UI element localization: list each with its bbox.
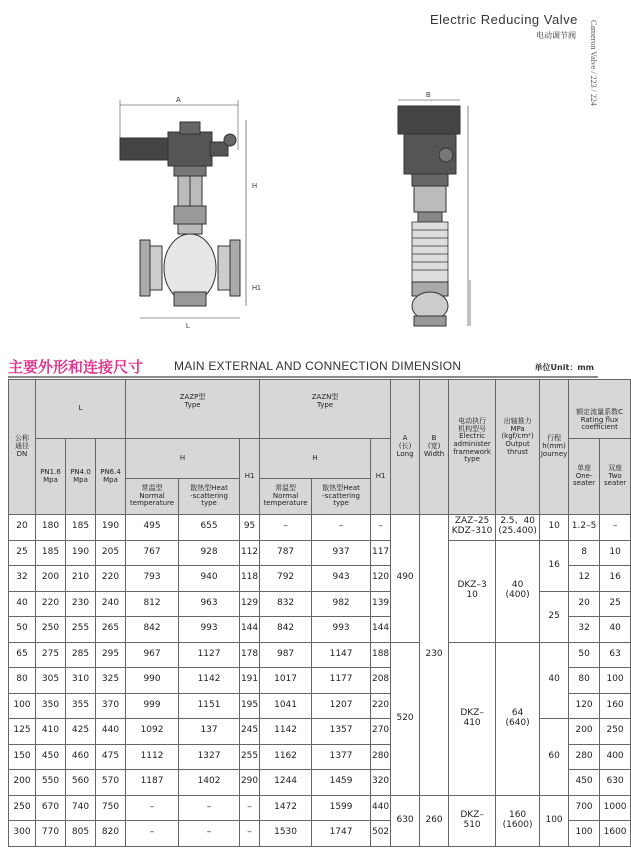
- cell-zazn-normal: 1041: [260, 693, 312, 719]
- cell-a: 630: [391, 795, 420, 846]
- cell-pn64: 475: [96, 744, 126, 770]
- table-row: [9, 540, 631, 566]
- table-row: [9, 642, 631, 668]
- header-pn16: PN1.6 Mpa: [36, 439, 66, 515]
- cell-zazn-h1: 502: [371, 821, 391, 847]
- cell-zazn-h1: 117: [371, 540, 391, 566]
- cell-zazp-heat: 963: [179, 591, 240, 617]
- cell-two-seater: 160: [600, 693, 631, 719]
- cell-pn64: 240: [96, 591, 126, 617]
- cell-one-seater: 700: [569, 795, 600, 821]
- section-title-cn: 主要外形和连接尺寸: [8, 358, 144, 376]
- cell-zazp-heat: 1327: [179, 744, 240, 770]
- cell-zazp-h1: 191: [240, 668, 260, 694]
- cell-zazp-normal: 990: [126, 668, 179, 694]
- cell-one-seater: 50: [569, 642, 600, 668]
- cell-zazn-normal: 787: [260, 540, 312, 566]
- section-header: [8, 356, 598, 376]
- cell-zazp-h1: –: [240, 795, 260, 821]
- cell-zazn-heat: 1147: [312, 642, 371, 668]
- cell-thrust: 2.5、40 (25.400): [496, 515, 540, 541]
- cell-pn40: 285: [66, 642, 96, 668]
- header-zazp-h1: H1: [240, 439, 260, 515]
- header-zazn-h1: H1: [371, 439, 391, 515]
- cell-zazp-heat: –: [179, 821, 240, 847]
- dimension-table: [8, 379, 631, 847]
- cell-two-seater: 25: [600, 591, 631, 617]
- cell-zazn-normal: 1472: [260, 795, 312, 821]
- cell-thrust: 64 (640): [496, 642, 540, 795]
- cell-pn64: 370: [96, 693, 126, 719]
- cell-pn40: 355: [66, 693, 96, 719]
- cell-pn64: 750: [96, 795, 126, 821]
- side-view-drawing: [398, 92, 470, 326]
- cell-pn40: 310: [66, 668, 96, 694]
- cell-stroke: 25: [540, 591, 569, 642]
- cell-actuator: DKZ–3 10: [449, 540, 496, 642]
- cell-zazp-heat: 1402: [179, 770, 240, 796]
- cell-zazp-heat: 137: [179, 719, 240, 745]
- cell-zazn-heat: 993: [312, 617, 371, 643]
- cell-zazp-heat: 940: [179, 566, 240, 592]
- header-pn40: PN4.0 Mpa: [66, 439, 96, 515]
- cell-zazn-heat: 982: [312, 591, 371, 617]
- header-zazn-heat: 散热型Heat -scattering type: [312, 479, 371, 515]
- cell-pn64: 820: [96, 821, 126, 847]
- cell-pn40: 210: [66, 566, 96, 592]
- cell-pn64: 570: [96, 770, 126, 796]
- cell-pn16: 250: [36, 617, 66, 643]
- cell-zazn-heat: 937: [312, 540, 371, 566]
- header-a: A (长) Long: [391, 380, 420, 515]
- cell-dn: 65: [9, 642, 36, 668]
- cell-two-seater: –: [600, 515, 631, 541]
- cell-zazn-heat: 1599: [312, 795, 371, 821]
- cell-dn: 100: [9, 693, 36, 719]
- header-zazp-h: H: [126, 439, 240, 479]
- cell-zazn-normal: 792: [260, 566, 312, 592]
- cell-pn16: 185: [36, 540, 66, 566]
- cell-two-seater: 630: [600, 770, 631, 796]
- cell-dn: 25: [9, 540, 36, 566]
- header-zazn: ZAZN型 Type: [260, 380, 391, 439]
- cell-zazn-heat: 1177: [312, 668, 371, 694]
- cell-two-seater: 400: [600, 744, 631, 770]
- dim-label-b: B: [426, 92, 431, 99]
- cell-zazp-h1: 95: [240, 515, 260, 541]
- unit-label: 单位Unit：mm: [534, 363, 594, 372]
- cell-zazn-h1: 139: [371, 591, 391, 617]
- table-row: [9, 515, 631, 541]
- cell-zazn-normal: 1017: [260, 668, 312, 694]
- cell-zazn-normal: 1142: [260, 719, 312, 745]
- cell-zazp-h1: 129: [240, 591, 260, 617]
- cell-zazp-h1: 144: [240, 617, 260, 643]
- cell-zazn-normal: 832: [260, 591, 312, 617]
- cell-zazp-normal: 967: [126, 642, 179, 668]
- cell-pn64: 190: [96, 515, 126, 541]
- cell-two-seater: 40: [600, 617, 631, 643]
- cell-zazn-normal: 842: [260, 617, 312, 643]
- cell-dn: 200: [9, 770, 36, 796]
- cell-stroke: 60: [540, 719, 569, 796]
- cell-zazn-h1: 144: [371, 617, 391, 643]
- cell-pn16: 670: [36, 795, 66, 821]
- cell-two-seater: 16: [600, 566, 631, 592]
- cell-zazp-h1: 245: [240, 719, 260, 745]
- cell-dn: 300: [9, 821, 36, 847]
- cell-zazn-heat: –: [312, 515, 371, 541]
- cell-pn16: 410: [36, 719, 66, 745]
- header-thrust: 出轴推力 MPa (kgf/cm²) Output thrust: [496, 380, 540, 515]
- cell-zazp-h1: –: [240, 821, 260, 847]
- cell-zazn-h1: 120: [371, 566, 391, 592]
- page-title: Electric Reducing Valve: [430, 12, 578, 27]
- cell-zazn-normal: 1162: [260, 744, 312, 770]
- cell-one-seater: 200: [569, 719, 600, 745]
- cell-pn16: 350: [36, 693, 66, 719]
- cell-zazp-normal: –: [126, 795, 179, 821]
- header-zazp-heat: 散热型Heat -scattering type: [179, 479, 240, 515]
- cell-pn40: 805: [66, 821, 96, 847]
- cell-dn: 125: [9, 719, 36, 745]
- cell-zazn-normal: –: [260, 515, 312, 541]
- cell-dn: 150: [9, 744, 36, 770]
- cell-zazp-h1: 118: [240, 566, 260, 592]
- cell-a: 520: [391, 642, 420, 795]
- page-subtitle: 电动调节阀: [536, 31, 576, 40]
- cell-one-seater: 20: [569, 591, 600, 617]
- cell-pn16: 770: [36, 821, 66, 847]
- dim-label-l: L: [186, 323, 190, 330]
- header-actuator: 电动执行 机构型号 Electric administer framework type: [449, 380, 496, 515]
- cell-stroke: 40: [540, 642, 569, 719]
- cell-zazp-h1: 178: [240, 642, 260, 668]
- cell-two-seater: 63: [600, 642, 631, 668]
- cell-zazp-h1: 290: [240, 770, 260, 796]
- cell-pn16: 550: [36, 770, 66, 796]
- cell-zazn-normal: 987: [260, 642, 312, 668]
- cell-zazn-h1: 188: [371, 642, 391, 668]
- table-row: [9, 795, 631, 821]
- cell-zazn-normal: 1530: [260, 821, 312, 847]
- cell-zazn-normal: 1244: [260, 770, 312, 796]
- cell-one-seater: 1.2–5: [569, 515, 600, 541]
- cell-zazn-h1: 320: [371, 770, 391, 796]
- cell-thrust: 40 (400): [496, 540, 540, 642]
- cell-zazn-h1: 440: [371, 795, 391, 821]
- cell-zazp-normal: 793: [126, 566, 179, 592]
- cell-zazn-h1: –: [371, 515, 391, 541]
- header-cv: 额定流量系数C Rating flux coefficient: [569, 380, 631, 439]
- cell-dn: 20: [9, 515, 36, 541]
- cell-zazp-normal: 999: [126, 693, 179, 719]
- cell-zazp-h1: 195: [240, 693, 260, 719]
- cell-pn40: 425: [66, 719, 96, 745]
- cell-one-seater: 80: [569, 668, 600, 694]
- cell-pn16: 305: [36, 668, 66, 694]
- cell-two-seater: 1600: [600, 821, 631, 847]
- cell-pn16: 180: [36, 515, 66, 541]
- cell-zazp-heat: 1142: [179, 668, 240, 694]
- cell-pn40: 190: [66, 540, 96, 566]
- dim-label-a: A: [176, 97, 181, 104]
- header-stroke: 行程 h(mm) Journey: [540, 380, 569, 515]
- cell-pn64: 205: [96, 540, 126, 566]
- header-b: B (宽) Width: [420, 380, 449, 515]
- header-zazn-normal: 常温型 Normal temperature: [260, 479, 312, 515]
- cell-pn40: 560: [66, 770, 96, 796]
- cell-one-seater: 100: [569, 821, 600, 847]
- cell-two-seater: 100: [600, 668, 631, 694]
- cell-stroke: 16: [540, 540, 569, 591]
- cell-dn: 50: [9, 617, 36, 643]
- cell-zazn-h1: 208: [371, 668, 391, 694]
- cell-zazn-heat: 1459: [312, 770, 371, 796]
- cell-b: 230: [420, 515, 449, 796]
- cell-zazn-heat: 1207: [312, 693, 371, 719]
- section-divider: [8, 376, 598, 378]
- cell-zazn-heat: 1357: [312, 719, 371, 745]
- cell-stroke: 10: [540, 515, 569, 541]
- cell-zazn-h1: 280: [371, 744, 391, 770]
- dim-label-h: H: [252, 183, 258, 190]
- cell-pn40: 255: [66, 617, 96, 643]
- header-two-seater: 双座 Two seater: [600, 439, 631, 515]
- cell-two-seater: 1000: [600, 795, 631, 821]
- header-zazp-normal: 常温型 Normal temperature: [126, 479, 179, 515]
- cell-dn: 250: [9, 795, 36, 821]
- cell-thrust: 160 (1600): [496, 795, 540, 846]
- cell-zazp-normal: 1092: [126, 719, 179, 745]
- header-pn64: PN6.4 Mpa: [96, 439, 126, 515]
- cell-pn64: 220: [96, 566, 126, 592]
- valve-drawings: [0, 80, 606, 340]
- cell-dn: 32: [9, 566, 36, 592]
- cell-dn: 40: [9, 591, 36, 617]
- cell-pn40: 185: [66, 515, 96, 541]
- cell-zazp-heat: 928: [179, 540, 240, 566]
- cell-pn40: 740: [66, 795, 96, 821]
- cell-pn40: 230: [66, 591, 96, 617]
- cell-zazn-h1: 220: [371, 693, 391, 719]
- cell-two-seater: 10: [600, 540, 631, 566]
- cell-zazp-normal: 842: [126, 617, 179, 643]
- cell-actuator: ZAZ–25 KDZ–310: [449, 515, 496, 541]
- cell-a: 490: [391, 515, 420, 643]
- cell-pn40: 460: [66, 744, 96, 770]
- header-l: L: [36, 380, 126, 439]
- cell-zazp-normal: 1187: [126, 770, 179, 796]
- cell-pn16: 200: [36, 566, 66, 592]
- cell-pn64: 265: [96, 617, 126, 643]
- cell-zazp-normal: 767: [126, 540, 179, 566]
- cell-zazn-heat: 943: [312, 566, 371, 592]
- cell-one-seater: 280: [569, 744, 600, 770]
- cell-pn16: 450: [36, 744, 66, 770]
- header-dn: 公称 通径 DN: [9, 380, 36, 515]
- cell-zazp-heat: 993: [179, 617, 240, 643]
- cell-actuator: DKZ– 510: [449, 795, 496, 846]
- cell-pn16: 275: [36, 642, 66, 668]
- dim-label-h1: H1: [252, 285, 261, 292]
- cell-dn: 80: [9, 668, 36, 694]
- section-title-en: MAIN EXTERNAL AND CONNECTION DIMENSION: [174, 359, 462, 373]
- cell-one-seater: 8: [569, 540, 600, 566]
- front-view-drawing: [120, 97, 261, 330]
- cell-actuator: DKZ– 410: [449, 642, 496, 795]
- cell-zazp-h1: 255: [240, 744, 260, 770]
- cell-pn16: 220: [36, 591, 66, 617]
- cell-stroke: 100: [540, 795, 569, 846]
- cell-zazp-heat: 1151: [179, 693, 240, 719]
- cell-zazp-heat: 655: [179, 515, 240, 541]
- cell-zazn-heat: 1377: [312, 744, 371, 770]
- cell-pn64: 440: [96, 719, 126, 745]
- cell-zazp-h1: 112: [240, 540, 260, 566]
- header-zazp: ZAZP型 Type: [126, 380, 260, 439]
- cell-zazn-heat: 1747: [312, 821, 371, 847]
- cell-one-seater: 120: [569, 693, 600, 719]
- cell-zazp-normal: –: [126, 821, 179, 847]
- cell-zazp-normal: 1112: [126, 744, 179, 770]
- cell-pn64: 325: [96, 668, 126, 694]
- cell-one-seater: 450: [569, 770, 600, 796]
- side-caption: Cameron Valve / 223 / 224: [589, 20, 598, 106]
- cell-zazn-h1: 270: [371, 719, 391, 745]
- cell-two-seater: 250: [600, 719, 631, 745]
- cell-zazp-normal: 495: [126, 515, 179, 541]
- cell-zazp-heat: –: [179, 795, 240, 821]
- header-one-seater: 单座 One- seater: [569, 439, 600, 515]
- cell-pn64: 295: [96, 642, 126, 668]
- cell-b: 260: [420, 795, 449, 846]
- cell-zazp-heat: 1127: [179, 642, 240, 668]
- cell-zazp-normal: 812: [126, 591, 179, 617]
- cell-one-seater: 12: [569, 566, 600, 592]
- cell-one-seater: 32: [569, 617, 600, 643]
- header-zazn-h: H: [260, 439, 371, 479]
